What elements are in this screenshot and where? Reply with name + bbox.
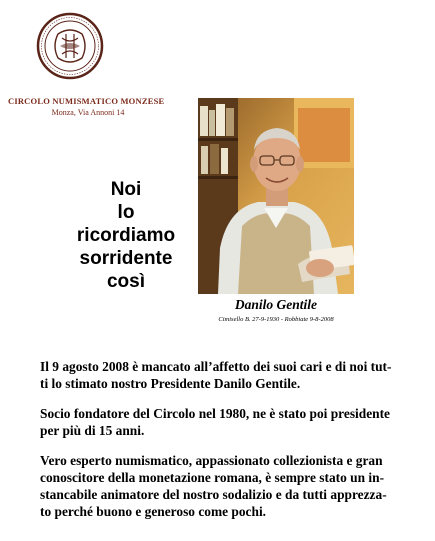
paragraph: [40, 405, 408, 439]
text-line: Socio fondatore del Circolo nel 1980, ne è stato poi presidente: [40, 406, 390, 421]
organization-name: CIRCOLO NUMISMATICO MONZESE: [8, 96, 165, 106]
text-line: to perché buono e generoso come pochi.: [40, 504, 267, 519]
tagline-line: sorridente così: [79, 248, 173, 292]
person-dates: Cimisello B. 27-9-1930 - Robbiate 9-8-2008: [218, 316, 334, 323]
paragraph: [40, 358, 408, 392]
text-line: ti lo stimato nostro Presidente Danilo Gentile.: [40, 376, 301, 391]
text-line: conoscitore della monetazione romana, è sempre stato un in-: [40, 470, 385, 485]
text-line: stancabile animatore del nostro sodalizio e da tutti apprezza-: [40, 487, 387, 502]
circolo-seal-logo: [36, 12, 104, 80]
organization-address: Monza, Via Annoni 14: [51, 108, 125, 117]
portrait-photo: [198, 98, 354, 294]
text-line: Il 9 agosto 2008 è mancato all’affetto dei suoi cari e di noi tut-: [40, 359, 392, 374]
tagline-line: lo ricordiamo: [76, 202, 176, 246]
text-line: per più di 15 anni.: [40, 423, 145, 438]
person-name: Danilo Gentile: [234, 297, 318, 312]
tagline-line: Noi: [110, 179, 142, 200]
text-line: Vero esperto numismatico, appassionato collezionista e gran: [40, 453, 383, 468]
paragraph: [40, 452, 408, 520]
memorial-tagline: [66, 178, 186, 293]
memorial-text: [40, 358, 408, 533]
